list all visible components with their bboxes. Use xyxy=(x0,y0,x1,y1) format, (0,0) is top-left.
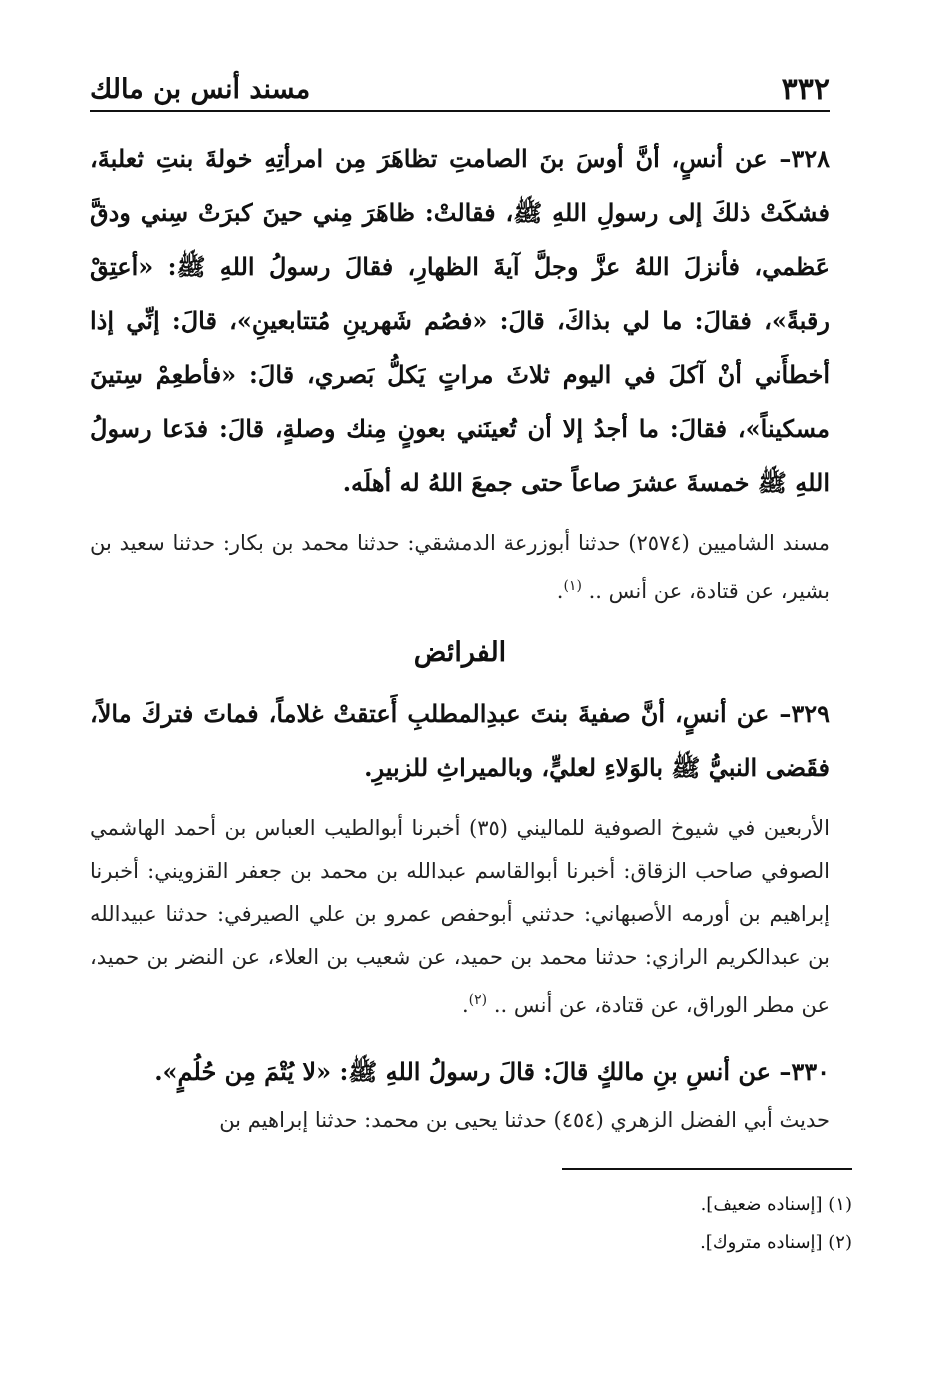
hadith-source xyxy=(90,1099,830,1142)
hadith-source: الأربعين في شيوخ الصوفية للماليني (٣٥) أخبرنا أبوالطيب العباس بن أحمد الهاشمي الصوفي صاحب الزقاق: أخبرنا أبوالقاسم عبدالله بن محمد بن جعفر القزويني: أخبرنا إبراهيم بن أورمه الأصبهاني: حدثني أبوحفص عمرو بن علي الصيرفي: حدثنا عبيدالله بن عبدالكريم الرازي: حدثنا محمد بن حميد، عن شعيب بن العلاء، عن النضر بن حميد، عن مطر الوراق، عن قتادة، عن أنس .. $^{(٢)}$. xyxy=(90,816,830,1017)
hadith-text: عن أنسٍ، أنَّ أوسَ بنَ الصامتِ تظاهَرَ مِن امرأتِهِ خولةَ بنتِ ثعلبةَ، فشكَتْ ذلكَ إلى رسولِ اللهِ ﷺ، فقالتْ: ظاهَرَ مِني حينَ كبرَتْ سِني ودقَّ عَظمي، فأنزلَ اللهُ عزَّ وجلَّ آيةَ الظهارِ، فقالَ رسولُ اللهِ ﷺ: «أعتِقْ رقبةً»، فقالَ: ما لي بذاكَ، قالَ: «فصُم شَهرينِ مُتتابعينِ»، قالَ: إنِّي إذا أخطأَني أنْ آكلَ في اليوم ثلاثَ مراتٍ يَكلُّ بَصري، قالَ: «فأطعِمْ سِتينَ مسكيناً»، فقالَ: ما أجدُ إلا أن تُعينَني بعونٍ مِنك وصلةٍ، قالَ: فدَعا رسولُ اللهِ ﷺ خمسةَ عشرَ صاعاً حتى جمعَ اللهُ له أهلَه. xyxy=(90,144,830,497)
section-title: الفرائض xyxy=(413,637,507,668)
hadith-text: عن أنسٍ، أنَّ صفيةَ بنتَ عبدِالمطلبِ أَعتقتْ غلاماً، فماتَ فتركَ مالاً، فقَضى النبيُّ ﷺ بالوَلاءِ لعليٍّ، وبالميراثِ للزبيرِ. xyxy=(90,699,830,782)
footnote-2: (٢) [إسناده متروك]. xyxy=(700,1232,852,1253)
hadith-number: ٣٣٠– xyxy=(779,1057,830,1086)
source-text: مسند الشاميين (٢٥٧٤) حدثنا أبوزرعة الدمشقي: حدثنا محمد بن بكار: حدثنا سعيد بن بشير، عن قتادة، عن أنس .. xyxy=(90,531,830,603)
footnote-marker: (١) xyxy=(563,578,582,594)
page-number: ٣٣٢ xyxy=(781,72,830,107)
hadith-number: ٣٢٩– xyxy=(779,699,830,728)
hadith-source: مسند الشاميين (٢٥٧٤) حدثنا أبوزرعة الدمشقي: حدثنا محمد بن بكار: حدثنا سعيد بن بشير، عن قتادة، عن أنس .. $^{(١)}$. xyxy=(90,531,830,603)
source-text: الأربعين في شيوخ الصوفية للماليني (٣٥) أخبرنا أبوالطيب العباس بن أحمد الهاشمي الصوفي صاحب الزقاق: أخبرنا أبوالقاسم عبدالله بن محمد بن جعفر القزويني: أخبرنا إبراهيم بن أورمه الأصبهاني: حدثني أبوحفص عمرو بن علي الصيرفي: حدثنا عبيدالله بن عبدالكريم الرازي: حدثنا محمد بن حميد، عن شعيب بن العلاء، عن النضر بن حميد، عن مطر الوراق، عن قتادة، عن أنس .. xyxy=(90,816,830,1017)
hadith-329 xyxy=(90,687,830,795)
source-text: حديث أبي الفضل الزهري (٤٥٤) حدثنا يحيى بن محمد: حدثنا إبراهيم بن xyxy=(219,1108,830,1132)
running-title: مسند أنس بن مالك xyxy=(90,74,311,105)
page-header xyxy=(90,66,830,112)
hadith-330 xyxy=(90,1045,830,1099)
footnote-1: (١) [إسناده ضعيف]. xyxy=(700,1194,852,1215)
footnote-marker: (٢) xyxy=(468,992,488,1008)
footnote-divider xyxy=(562,1168,852,1170)
hadith-text: عن أنسِ بنِ مالكٍ قالَ: قالَ رسولُ اللهِ ﷺ: «لا يُتْمَ مِن حُلُمٍ». xyxy=(154,1057,771,1086)
hadith-328 xyxy=(90,132,830,510)
footnotes xyxy=(112,1186,852,1262)
hadith-number: ٣٢٨– xyxy=(779,144,830,173)
page-body xyxy=(90,132,830,1142)
